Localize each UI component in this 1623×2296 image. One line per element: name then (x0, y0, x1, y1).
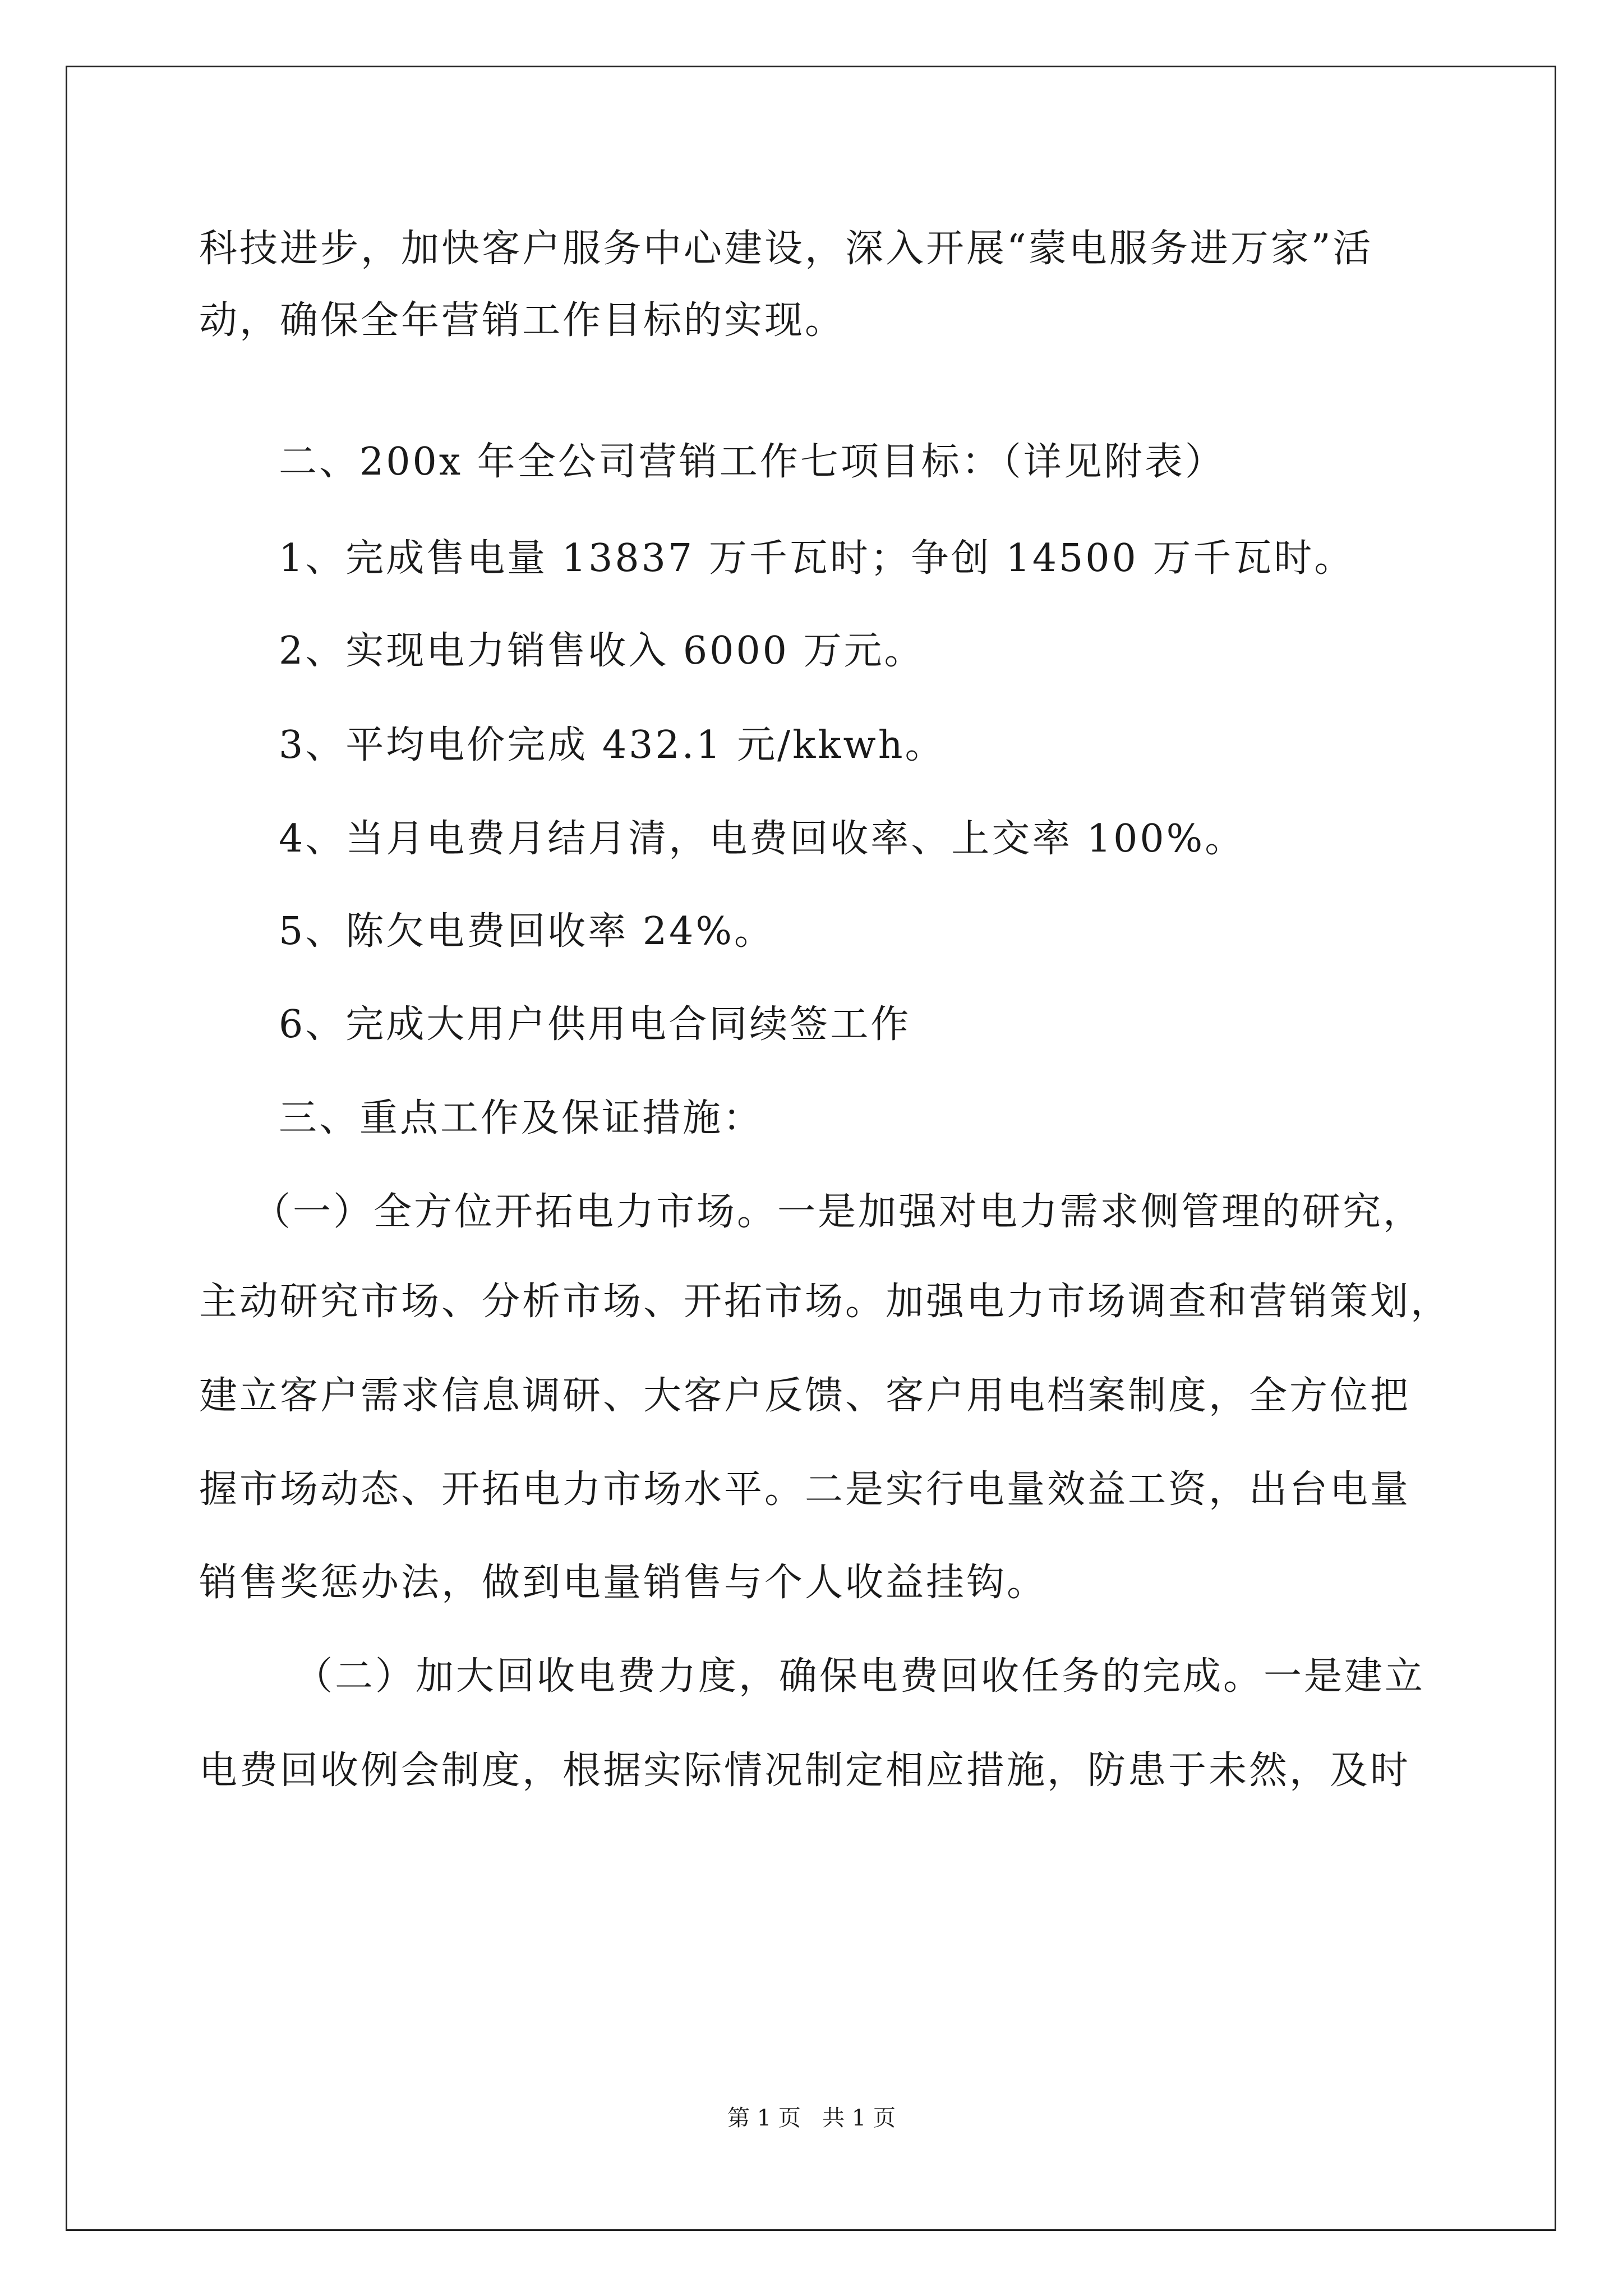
list-item: 1、完成售电量 13837 万千瓦时；争创 14500 万千瓦时。 (279, 536, 1355, 581)
paragraph-line: 建立客户需求信息调研、大客户反馈、客户用电档案制度，全方位把 (199, 1374, 1411, 1418)
section-heading: 三、重点工作及保证措施： (279, 1096, 764, 1140)
page-footer: 第 1 页 共 1 页 (727, 2105, 896, 2131)
list-item: 2、实现电力销售收入 6000 万元。 (279, 629, 925, 673)
list-item: 4、当月电费月结月清，电费回收率、上交率 100%。 (279, 817, 1246, 861)
page-border (66, 66, 1556, 2231)
body-line: 科技进步，加快客户服务中心建设，深入开展“蒙电服务进万家”活 (199, 227, 1373, 271)
body-line: 动，确保全年营销工作目标的实现。 (199, 298, 846, 343)
list-item: 3、平均电价完成 432.1 元/kkwh。 (279, 723, 946, 767)
list-item: 5、陈欠电费回收率 24%。 (279, 909, 775, 954)
paragraph-line: 电费回收例会制度，根据实际情况制定相应措施，防患于未然，及时 (199, 1749, 1411, 1793)
section-heading: 二、200x 年全公司营销工作七项目标：（详见附表） (279, 440, 1225, 484)
paragraph-line: 握市场动态、开拓电力市场水平。二是实行电量效益工资，出台电量 (199, 1467, 1411, 1512)
paragraph-line: （二）加大回收电费力度，确保电费回收任务的完成。一是建立 (294, 1654, 1426, 1699)
paragraph-line: 销售奖惩办法，做到电量销售与个人收益挂钩。 (199, 1561, 1048, 1605)
paragraph-line: （一）全方位开拓电力市场。一是加强对电力需求侧管理的研究， (252, 1190, 1424, 1234)
list-item: 6、完成大用户供用电合同续签工作 (279, 1002, 911, 1047)
paragraph-line: 主动研究市场、分析市场、开拓市场。加强电力市场调查和营销策划， (199, 1280, 1451, 1324)
